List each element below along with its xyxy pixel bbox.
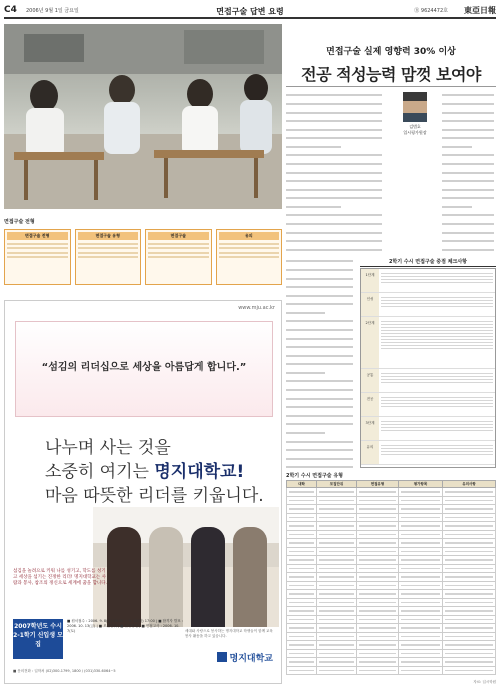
table-cell <box>317 615 357 624</box>
checklist-table <box>360 268 496 468</box>
table-cell <box>287 607 317 616</box>
table-row <box>287 556 496 565</box>
table-cell <box>317 564 357 573</box>
table-cell <box>317 581 357 590</box>
ad-brand-logo: 명지대학교 <box>217 651 273 664</box>
checklist-row-label: 1단계 <box>361 269 379 292</box>
text-line <box>286 240 386 246</box>
text-line <box>286 172 386 178</box>
table-row <box>287 666 496 675</box>
checklist-row-label: 공통 <box>361 369 379 392</box>
table-row <box>287 607 496 616</box>
page-header <box>4 5 496 19</box>
table-row <box>287 632 496 641</box>
table-cell <box>399 564 443 573</box>
text-line <box>286 163 386 169</box>
text-line <box>286 260 356 266</box>
checklist-row <box>361 317 495 369</box>
table-cell <box>287 488 317 497</box>
reporter-title: 입시평가원장 <box>403 130 427 135</box>
table-cell <box>287 556 317 565</box>
text-line <box>442 94 496 100</box>
table-cell <box>287 539 317 548</box>
text-line <box>286 180 386 186</box>
text-line <box>442 146 496 152</box>
table-cell <box>399 641 443 650</box>
table-cell <box>399 649 443 658</box>
source-note: 자료: 입시학원 <box>473 680 496 684</box>
table-cell <box>399 624 443 633</box>
page-number: C4 <box>4 5 17 15</box>
text-line <box>286 372 356 378</box>
text-line <box>442 120 496 126</box>
table-cell <box>357 581 399 590</box>
table-row <box>287 649 496 658</box>
table-cell <box>443 658 496 667</box>
ad-quote-banner <box>15 321 273 417</box>
interview-type-table <box>286 480 496 675</box>
table-cell <box>317 539 357 548</box>
newspaper-logo: 東亞日報 <box>464 5 496 15</box>
ad-slogan-line-2: 소중히 여기는 명지대학교! <box>45 462 245 482</box>
table-cell <box>287 496 317 505</box>
text-line <box>286 206 386 212</box>
text-line <box>442 214 496 220</box>
table-cell <box>287 649 317 658</box>
section-title: 면접구술 답변 요령 <box>216 7 284 16</box>
table-cell <box>287 547 317 556</box>
table-cell <box>443 564 496 573</box>
table-cell <box>317 505 357 514</box>
table-cell <box>443 488 496 497</box>
column-header: 평가항목 <box>399 481 443 488</box>
text-line <box>286 214 386 220</box>
text-line <box>442 197 496 203</box>
text-line <box>442 240 496 246</box>
table-row <box>287 615 496 624</box>
table-row <box>287 658 496 667</box>
text-line <box>286 346 356 352</box>
text-line <box>442 154 496 160</box>
article-column-3 <box>286 258 356 468</box>
university-emblem-icon <box>217 652 227 662</box>
text-line <box>286 338 356 344</box>
phone-number: Ⓡ 9624472호 <box>414 8 448 14</box>
table-cell <box>317 522 357 531</box>
admission-schedule: ■ 원서접수 : 2006. 9. 8(금) 09:00 ~ 9. 12(화) 17:00 | ■ 합격자 발표 : 2006. 10. 13(금) | ■ 모집단위 | ■ 전형방법 | ■ 면접고사 : 2006. 10. 7(토) <box>67 619 183 633</box>
table-cell <box>357 556 399 565</box>
ad-slogan-line-1: 나누며 사는 것을 <box>45 438 171 458</box>
classroom-photo <box>4 24 282 209</box>
text-line <box>286 415 356 421</box>
table-cell <box>399 488 443 497</box>
text-line <box>286 129 386 135</box>
table-cell <box>399 505 443 514</box>
table-cell <box>357 624 399 633</box>
table-cell <box>317 666 357 675</box>
text-line <box>442 249 496 252</box>
table-cell <box>287 615 317 624</box>
text-line <box>442 189 496 195</box>
table-cell <box>443 641 496 650</box>
text-line <box>286 466 356 468</box>
table-cell <box>443 590 496 599</box>
checklist-row-label: 3단계 <box>361 417 379 440</box>
table-cell <box>443 530 496 539</box>
table-cell <box>399 598 443 607</box>
table-row <box>287 641 496 650</box>
text-line <box>286 112 386 118</box>
table-cell <box>317 488 357 497</box>
text-line <box>442 137 496 143</box>
text-line <box>286 320 356 326</box>
ad-photo-caption: 세대와 사랑으로 봉사하는 명지대학교 학생들이 함께 교육봉사 활동을 하고 있습니다. <box>185 629 273 638</box>
table-cell <box>443 607 496 616</box>
schedule-step: 면접구술 <box>145 229 212 285</box>
article-headline: 전공 적성능력 맘껏 보여야 <box>301 65 481 84</box>
table-cell <box>317 556 357 565</box>
article-column-2 <box>442 92 496 252</box>
table-cell <box>317 590 357 599</box>
ad-brand-inline: 명지대학교! <box>154 462 245 482</box>
table-cell <box>399 590 443 599</box>
table-row <box>287 564 496 573</box>
checklist-row <box>361 417 495 441</box>
table-cell <box>357 547 399 556</box>
table-row <box>287 573 496 582</box>
checklist-row <box>361 293 495 317</box>
ad-quote: “섬김의 리더십으로 세상을 아름답게 합니다.” <box>41 362 247 373</box>
table-row <box>287 590 496 599</box>
text-line <box>286 120 386 126</box>
table-cell <box>443 632 496 641</box>
table-row <box>287 530 496 539</box>
text-line <box>286 103 386 109</box>
table-cell <box>443 666 496 675</box>
table-cell <box>357 632 399 641</box>
text-line <box>442 103 496 109</box>
table-cell <box>317 530 357 539</box>
table-cell <box>357 505 399 514</box>
text-line <box>286 249 386 252</box>
table-cell <box>399 615 443 624</box>
table-cell <box>443 624 496 633</box>
interview-schedule-box <box>4 218 282 298</box>
table-cell <box>399 573 443 582</box>
text-line <box>286 189 386 195</box>
text-line <box>286 269 356 275</box>
table-cell <box>357 666 399 675</box>
text-line <box>442 180 496 186</box>
table-cell <box>287 505 317 514</box>
table-cell <box>287 598 317 607</box>
text-line <box>286 458 356 464</box>
table-cell <box>287 658 317 667</box>
table-cell <box>357 649 399 658</box>
checklist-title: 2학기 수시 면접구술 중점 체크사항 <box>360 258 496 267</box>
table-cell <box>443 556 496 565</box>
table-cell <box>399 666 443 675</box>
column-header: 면접유형 <box>357 481 399 488</box>
table-cell <box>357 530 399 539</box>
table-row <box>287 598 496 607</box>
table-cell <box>357 590 399 599</box>
text-line <box>286 146 386 152</box>
text-line <box>286 94 386 100</box>
ad-description: 섬김을 놀려으로 키워 나를 성기고, 학도를 성기고 세상을 섬기는 진정한 리더! 명지대학교는 사람과 봉사, 참조의 정신으로 세계에 꿈을 합니다. <box>13 569 108 586</box>
schedule-box-title: 면접구술 전형 <box>4 219 35 225</box>
table-cell <box>357 658 399 667</box>
table-row <box>287 624 496 633</box>
headline-divider <box>286 86 496 87</box>
article-column-1 <box>286 92 386 252</box>
table-cell <box>357 513 399 522</box>
table-cell <box>287 564 317 573</box>
text-line <box>286 441 356 447</box>
table-cell <box>317 632 357 641</box>
admission-badge: 2007학년도 수시 2-1학기 신입생 모집 <box>13 619 63 659</box>
table-cell <box>317 598 357 607</box>
table-row <box>287 581 496 590</box>
table-cell <box>287 513 317 522</box>
text-line <box>286 398 356 404</box>
table-cell <box>399 607 443 616</box>
table-cell <box>357 488 399 497</box>
table-cell <box>357 539 399 548</box>
table-row <box>287 547 496 556</box>
table-cell <box>357 598 399 607</box>
table-row <box>287 496 496 505</box>
table-cell <box>357 641 399 650</box>
text-line <box>286 389 356 395</box>
table-cell <box>399 522 443 531</box>
university-advertisement <box>4 300 282 684</box>
checklist-row-label: 유의 <box>361 441 379 464</box>
interview-type-table-title: 2학기 수시 면접구술 유형 <box>286 473 344 479</box>
reporter-byline <box>390 92 440 136</box>
table-cell <box>399 632 443 641</box>
table-cell <box>399 658 443 667</box>
checklist-row-label: 전공 <box>361 393 379 416</box>
text-line <box>442 223 496 229</box>
text-line <box>286 432 356 438</box>
classroom-illustration <box>4 24 282 209</box>
text-line <box>442 172 496 178</box>
table-cell <box>399 513 443 522</box>
text-line <box>286 355 356 361</box>
table-cell <box>399 539 443 548</box>
issue-date: 2006년 9월 1일 금요일 <box>26 8 79 14</box>
text-line <box>286 329 356 335</box>
text-line <box>286 154 386 160</box>
text-line <box>286 223 386 229</box>
text-line <box>286 286 356 292</box>
reporter-name: 김범호 <box>409 124 421 129</box>
text-line <box>286 303 356 309</box>
text-line <box>286 197 386 203</box>
table-cell <box>443 598 496 607</box>
table-cell <box>317 607 357 616</box>
article-kicker: 면접구술 실제 영향력 30% 이상 <box>326 47 456 57</box>
table-cell <box>317 547 357 556</box>
table-cell <box>443 505 496 514</box>
text-line <box>286 137 386 143</box>
table-cell <box>443 539 496 548</box>
column-header: 모집단위 <box>317 481 357 488</box>
text-line <box>286 423 356 429</box>
ad-url[interactable]: www.mju.ac.kr <box>238 305 275 311</box>
table-cell <box>443 581 496 590</box>
table-cell <box>399 530 443 539</box>
text-line <box>286 406 356 412</box>
text-line <box>286 449 356 455</box>
text-line <box>442 232 496 238</box>
table-cell <box>287 590 317 599</box>
table-cell <box>287 641 317 650</box>
table-cell <box>317 513 357 522</box>
table-cell <box>443 513 496 522</box>
text-line <box>442 163 496 169</box>
table-cell <box>287 632 317 641</box>
table-cell <box>287 666 317 675</box>
table-cell <box>317 658 357 667</box>
table-cell <box>443 615 496 624</box>
table-cell <box>287 522 317 531</box>
ad-slogan-line-3: 마음 따뜻한 리더를 키웁니다. <box>45 486 264 506</box>
table-cell <box>287 530 317 539</box>
table-row <box>287 488 496 497</box>
table-row <box>287 539 496 548</box>
table-cell <box>317 573 357 582</box>
schedule-step: 유의 <box>216 229 283 285</box>
table-cell <box>443 573 496 582</box>
table-cell <box>287 624 317 633</box>
text-line <box>286 312 356 318</box>
table-cell <box>357 607 399 616</box>
text-line <box>286 232 386 238</box>
checklist-row-label: 인성 <box>361 293 379 316</box>
checklist-row <box>361 393 495 417</box>
table-cell <box>399 496 443 505</box>
table-cell <box>443 547 496 556</box>
table-row <box>287 522 496 531</box>
checklist-row-label: 2단계 <box>361 317 379 368</box>
text-line <box>286 380 356 386</box>
table-cell <box>317 641 357 650</box>
table-cell <box>357 615 399 624</box>
table-cell <box>357 496 399 505</box>
table-header-row <box>287 481 496 488</box>
table-cell <box>317 624 357 633</box>
table-cell <box>399 547 443 556</box>
text-line <box>442 112 496 118</box>
table-cell <box>399 556 443 565</box>
text-line <box>286 278 356 284</box>
checklist-row <box>361 441 495 465</box>
text-line <box>442 206 496 212</box>
text-line <box>286 295 356 301</box>
text-line <box>442 129 496 135</box>
table-cell <box>443 649 496 658</box>
column-header: 대학 <box>287 481 317 488</box>
ad-contact: ■ 문의전화 : 입학처 (02)300-1799, 1800 / (031)330-6064~5 <box>13 669 116 673</box>
table-cell <box>287 581 317 590</box>
ad-students-photo <box>93 507 279 627</box>
table-cell <box>317 496 357 505</box>
column-header: 유의사항 <box>443 481 496 488</box>
checklist-row <box>361 269 495 293</box>
schedule-step: 면접구술 전형 <box>4 229 71 285</box>
text-line <box>286 363 356 369</box>
table-cell <box>357 522 399 531</box>
table-cell <box>399 581 443 590</box>
table-row <box>287 505 496 514</box>
checklist-row <box>361 369 495 393</box>
table-cell <box>287 573 317 582</box>
table-row <box>287 513 496 522</box>
schedule-step: 면접구술 유형 <box>75 229 142 285</box>
table-cell <box>357 564 399 573</box>
table-cell <box>357 573 399 582</box>
reporter-photo <box>403 92 427 122</box>
table-cell <box>317 649 357 658</box>
table-cell <box>443 522 496 531</box>
table-cell <box>443 496 496 505</box>
